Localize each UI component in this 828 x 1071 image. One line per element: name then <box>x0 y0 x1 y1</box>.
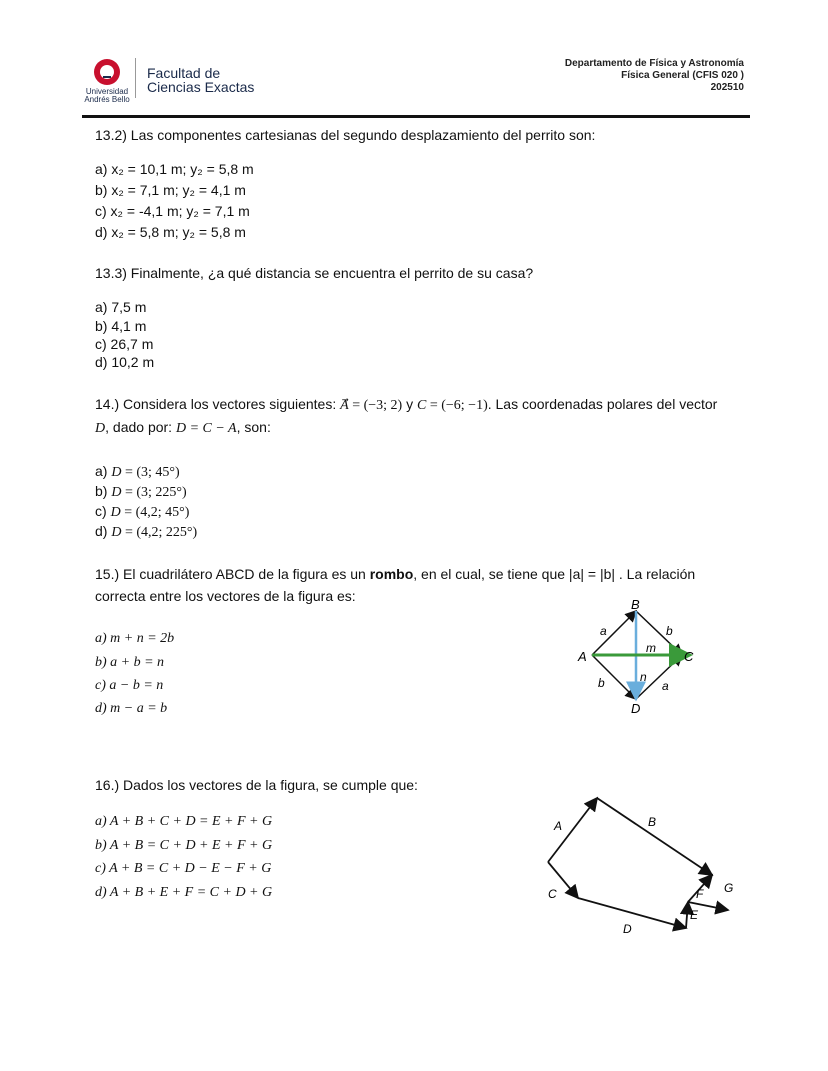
option-13-2-a: a) x₂ = 10,1 m; y₂ = 5,8 m <box>95 161 254 177</box>
q14-C: C <box>416 398 427 413</box>
label-D: D <box>631 701 641 716</box>
vector-polygon-figure <box>540 790 740 940</box>
opt14b-label: b) <box>95 483 112 499</box>
option-15-c: c) a − b = n <box>95 678 164 693</box>
option-13-3-d: d) 10,2 m <box>95 354 155 370</box>
term: 202510 <box>710 82 744 93</box>
faculty-line2: Ciencias Exactas <box>147 79 255 95</box>
logo-bars <box>103 68 111 78</box>
option-14-d <box>95 522 197 542</box>
label-vec-E: E <box>690 908 699 922</box>
q14-prefix: 14.) Considera los vectores siguientes: <box>95 396 341 412</box>
q15-bold: rombo <box>369 566 414 582</box>
q15-prefix: 15.) El cuadrilátero ABCD de la figura es un <box>95 566 370 582</box>
option-14-c <box>95 502 189 522</box>
option-15-a: a) m + n = 2b <box>95 631 175 646</box>
q14-D2: D <box>175 421 187 436</box>
label-a-top: a <box>600 624 607 638</box>
q14-eq: = C − A <box>186 421 237 436</box>
option-14-a <box>95 462 180 482</box>
option-13-3-a: a) 7,5 m <box>95 299 147 315</box>
vector-b-top <box>636 611 682 655</box>
label-m: m <box>646 641 656 655</box>
label-vec-A: A <box>554 819 563 833</box>
university-line1: Universidad <box>85 87 129 96</box>
label-vec-G: G <box>724 881 734 895</box>
option-13-2-b: b) x₂ = 7,1 m; y₂ = 4,1 m <box>95 182 246 198</box>
q14-D: D <box>95 421 106 436</box>
faculty-line1: Facultad de <box>147 65 221 81</box>
option-13-3-b: b) 4,1 m <box>95 318 147 334</box>
label-A: A <box>578 649 587 664</box>
vector-E <box>686 902 688 928</box>
opt14d-label: d) <box>95 523 112 539</box>
label-C: C <box>684 649 694 664</box>
question-13-2: 13.2) Las componentes cartesianas del segundo desplazamiento del perrito son: <box>95 127 596 143</box>
department: Departamento de Física y Astronomía <box>564 58 744 69</box>
question-15-line2: correcta entre los vectores de la figura es: <box>95 588 356 604</box>
q14-C-val: = (−6; −1) <box>426 398 488 413</box>
rhombus-figure <box>560 595 710 720</box>
option-13-2-d: d) x₂ = 5,8 m; y₂ = 5,8 m <box>95 224 246 240</box>
label-a-bottom: a <box>662 679 669 693</box>
opt14d-D: D <box>111 525 122 540</box>
option-13-2-c: c) x₂ = -4,1 m; y₂ = 7,1 m <box>95 203 250 219</box>
university-line2: Andrés Bello <box>84 95 130 104</box>
label-b-bottom: b <box>598 676 605 690</box>
label-B: B <box>631 597 640 612</box>
course: Física General (CFIS 020 ) <box>621 70 744 81</box>
header-separator <box>135 58 136 98</box>
vector-a-top <box>592 611 636 655</box>
question-13-3: 13.3) Finalmente, ¿a qué distancia se encuentra el perrito de su casa? <box>95 265 534 281</box>
opt14c-label: c) <box>95 503 111 519</box>
question-16: 16.) Dados los vectores de la figura, se cumple que: <box>95 777 418 793</box>
label-vec-D: D <box>623 922 632 936</box>
university-name <box>84 88 130 104</box>
option-16-a: a) A + B + C + D = E + F + G <box>95 814 273 829</box>
vector-D <box>578 898 686 928</box>
option-15-d: d) m − a = b <box>95 701 168 716</box>
opt14b-val: = (3; 225°) <box>121 485 187 500</box>
option-16-c: c) A + B = C + D − E − F + G <box>95 861 272 876</box>
opt14a-label: a) <box>95 463 112 479</box>
label-vec-C: C <box>548 887 557 901</box>
q14-A: A <box>340 398 349 413</box>
opt14a-D: D <box>111 465 122 480</box>
header-rule <box>82 115 750 118</box>
q14-suffix1: . Las coordenadas polares del vector <box>487 396 718 412</box>
opt14b-D: D <box>111 485 122 500</box>
q14-mid: , dado por: <box>105 419 176 435</box>
faculty-name <box>147 66 254 94</box>
question-15-line1 <box>95 565 695 583</box>
opt14c-val: = (4,2; 45°) <box>120 505 190 520</box>
vector-B <box>597 798 712 875</box>
opt14d-val: = (4,2; 225°) <box>121 525 198 540</box>
option-15-b: b) a + b = n <box>95 655 165 670</box>
q14-suffix2: , son: <box>236 419 271 435</box>
opt14c-D: D <box>110 505 121 520</box>
option-16-d: d) A + B + E + F = C + D + G <box>95 885 273 900</box>
label-b-top: b <box>666 624 673 638</box>
question-14-line1 <box>95 395 717 415</box>
q14-y: y <box>402 396 417 412</box>
q15-middle: , en el cual, se tiene que |a| = |b| . La relación <box>413 566 696 582</box>
option-13-3-c: c) 26,7 m <box>95 336 154 352</box>
question-14-line2 <box>95 418 271 438</box>
q14-A-val: = (−3; 2) <box>348 398 403 413</box>
opt14a-val: = (3; 45°) <box>121 465 180 480</box>
label-n: n <box>640 670 647 684</box>
option-16-b: b) A + B = C + D + E + F + G <box>95 838 273 853</box>
option-14-b <box>95 482 187 502</box>
label-vec-F: F <box>696 887 704 901</box>
label-vec-B: B <box>648 815 657 829</box>
